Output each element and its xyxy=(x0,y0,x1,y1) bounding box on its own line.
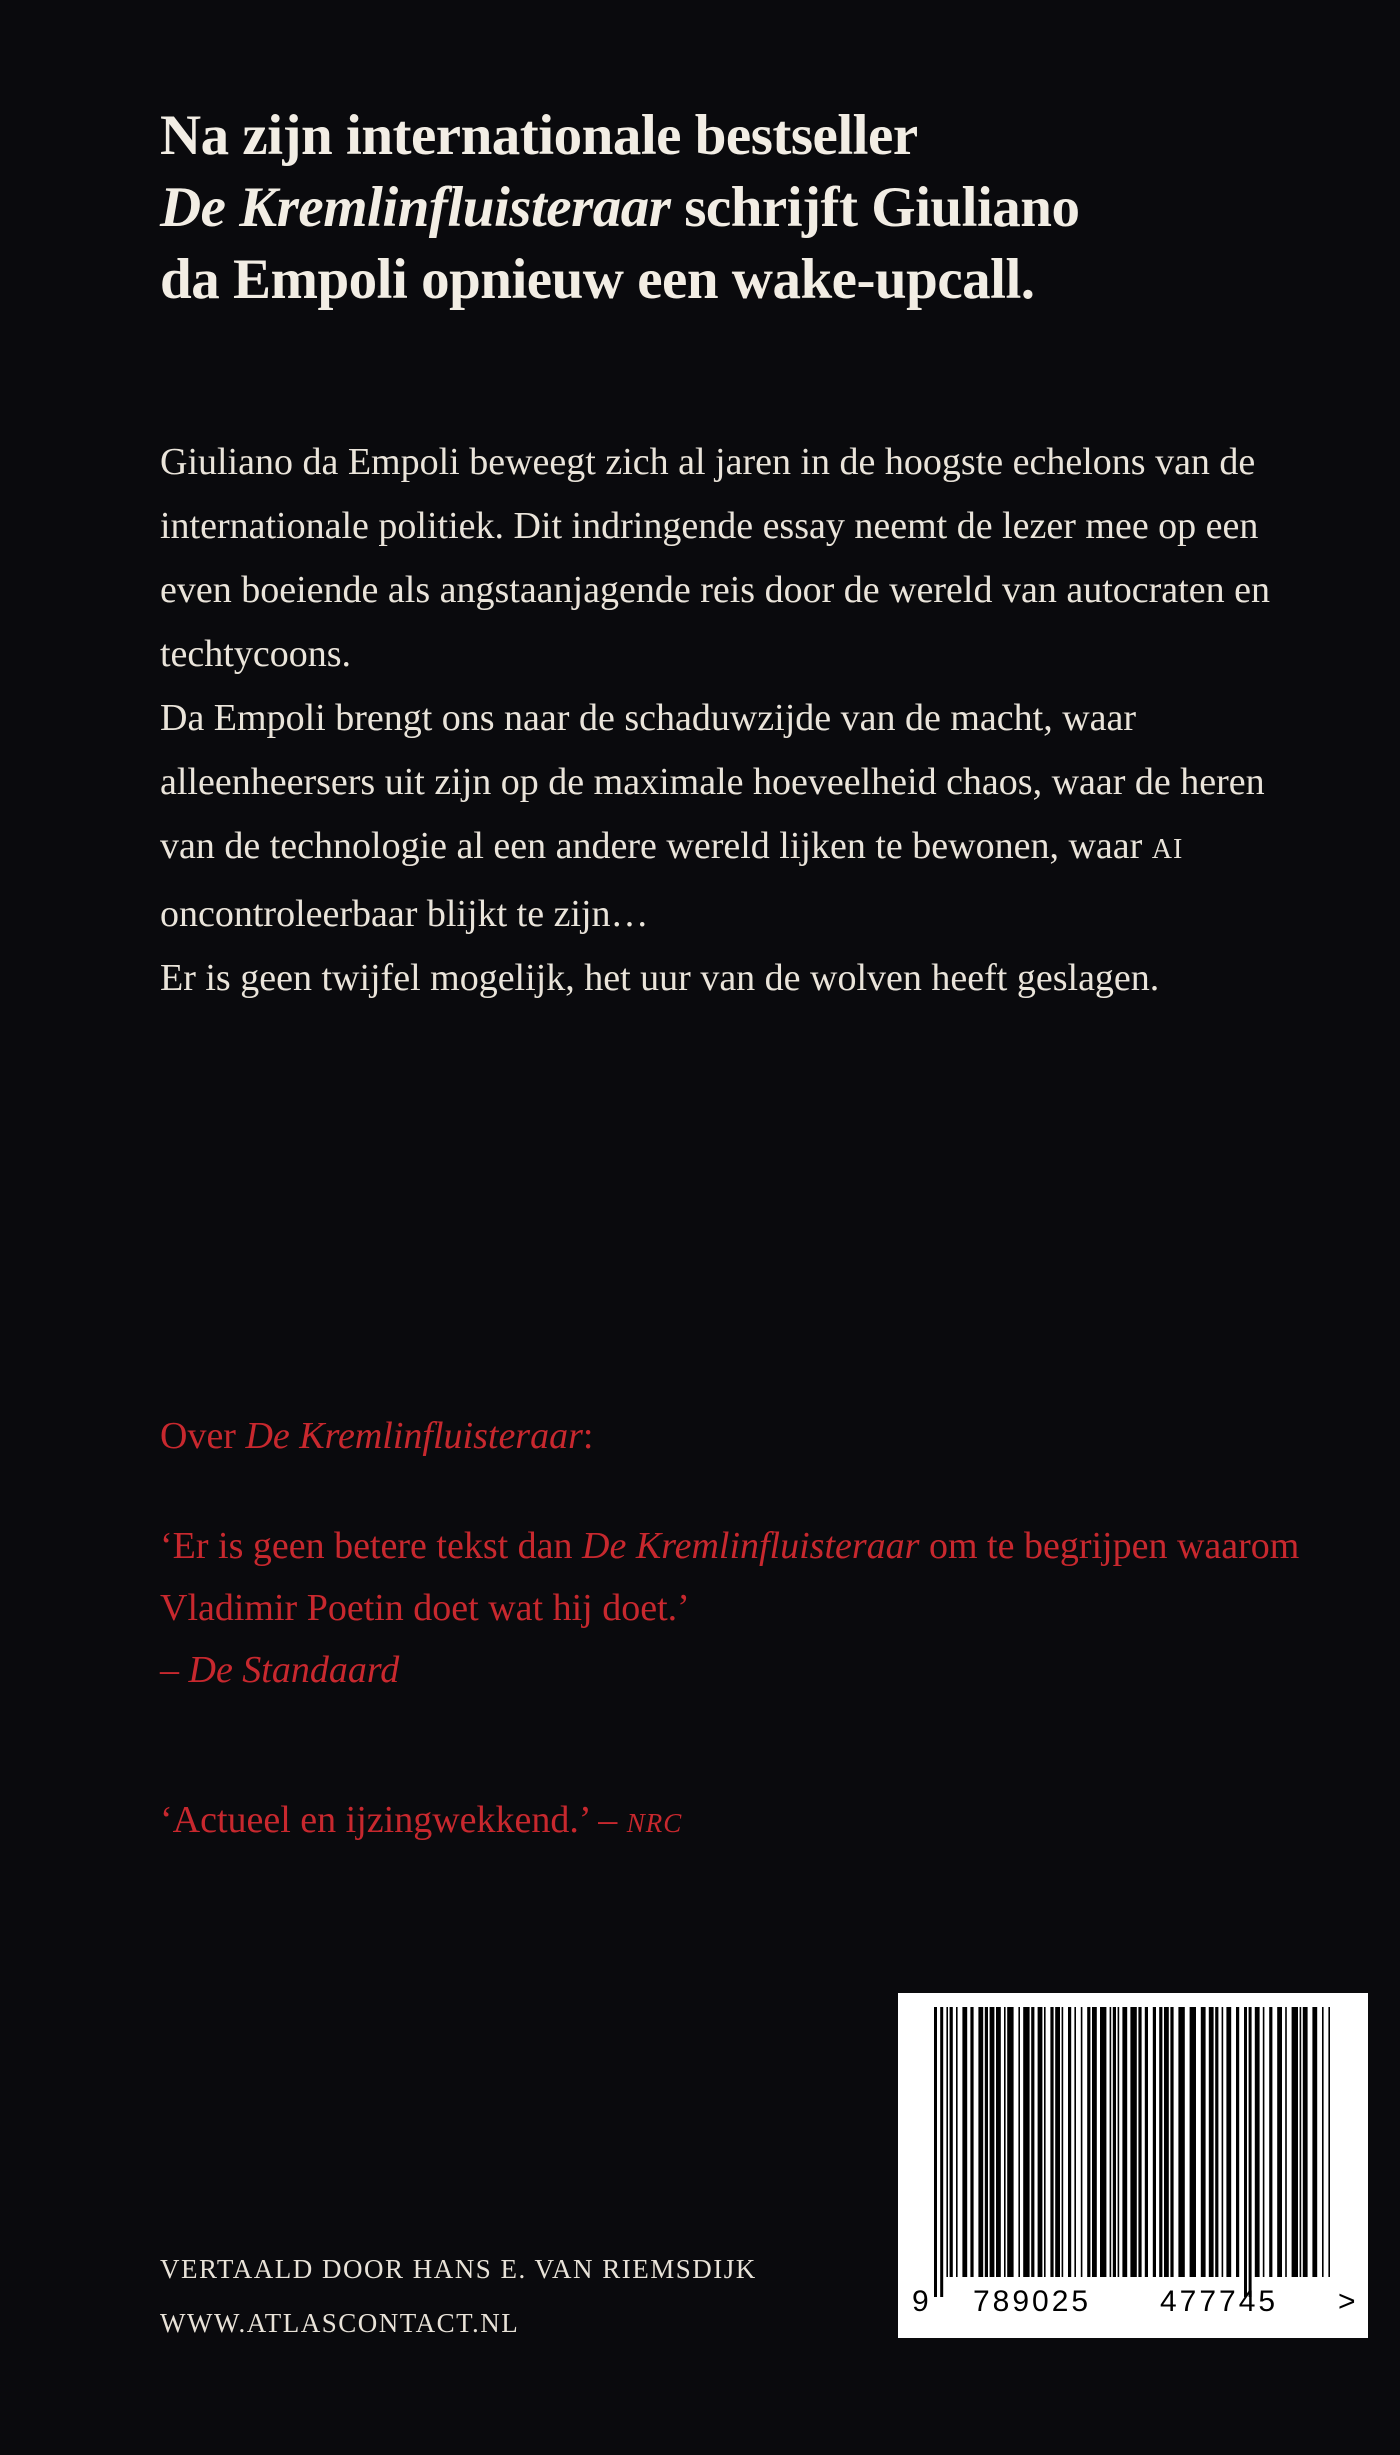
barcode-bar xyxy=(1215,2007,1218,2277)
barcode-bar xyxy=(1300,2007,1302,2277)
headline-line-2-rest: schrijft Giuliano xyxy=(670,176,1080,239)
barcode-bar xyxy=(1328,2007,1330,2277)
isbn-group-1: 789025 xyxy=(973,2285,1092,2318)
blurb xyxy=(160,430,1300,1010)
review-quote-b: om te begrijpen waarom Vladimir Poetin doet wat hij doet.’ xyxy=(160,1525,1300,1629)
barcode-bar xyxy=(1050,2007,1053,2277)
barcode-bar xyxy=(1007,2007,1013,2277)
isbn-barcode xyxy=(898,1993,1368,2338)
review-quote-nrc-text: ‘Actueel en ijzingwekkend.’ – xyxy=(160,1799,627,1841)
barcode-bar xyxy=(1122,2007,1127,2277)
headline-book-title: De Kremlinfluisteraar xyxy=(160,176,671,239)
headline-line-1: Na zijn internationale bestseller xyxy=(160,104,918,167)
review-quote-text xyxy=(160,1515,1340,1639)
barcode-bar xyxy=(1222,2007,1224,2277)
barcode-bar xyxy=(1303,2007,1308,2277)
barcode-bar xyxy=(1004,2007,1006,2277)
blurb-paragraph-2-a: Da Empoli brengt ons naar de schaduwzijde van de macht, waar alleenheersers uit zijn op de maximale hoeveelheid chaos, waar de heren van de technologie al een andere wereld lijken te bewonen, waar xyxy=(160,697,1265,867)
barcode-bar xyxy=(1255,2007,1260,2277)
barcode-bar xyxy=(1130,2007,1136,2277)
barcode-bar xyxy=(1159,2007,1162,2277)
barcode-bar xyxy=(1285,2007,1287,2277)
review-quote-nrc-source: NRC xyxy=(626,1808,683,1838)
barcode-bar xyxy=(1044,2007,1046,2277)
barcode-bar xyxy=(1249,2007,1252,2297)
headline-line-3: da Empoli opnieuw een wake-upcall. xyxy=(160,248,1035,311)
barcode-bar xyxy=(1138,2007,1141,2277)
barcode-bar xyxy=(978,2007,983,2277)
review-heading-suffix: : xyxy=(582,1415,594,1457)
barcode-bar xyxy=(1277,2007,1282,2277)
blurb-paragraph-2-b: oncontroleerbaar blijkt te zijn… xyxy=(160,893,649,935)
review-quote-title: De Kremlinfluisteraar xyxy=(582,1525,920,1567)
barcode-bars xyxy=(898,1993,1368,2338)
barcode-bar xyxy=(1068,2007,1071,2277)
review-quote-source: – De Standaard xyxy=(160,1649,400,1691)
barcode-bar xyxy=(1201,2007,1206,2277)
barcode-bar xyxy=(962,2007,967,2277)
review-quote-a: ‘Er is geen betere tekst dan xyxy=(160,1525,583,1567)
isbn-quiet-mark: > xyxy=(1338,2285,1359,2318)
blurb-paragraph-1: Giuliano da Empoli beweegt zich al jaren in de hoogste echelons van de internationale politiek. Dit indringende essay neemt de lezer mee op een even boeiende als angstaanjagende reis door de wereld van autocraten en techtycoons. xyxy=(160,441,1270,675)
barcode-bar xyxy=(1178,2007,1184,2277)
barcode-bar xyxy=(1055,2007,1060,2277)
barcode-bar xyxy=(1023,2007,1029,2277)
barcode-bar xyxy=(1292,2007,1298,2277)
barcode-bar xyxy=(1226,2007,1231,2277)
barcode-bar xyxy=(1190,2007,1196,2277)
review-heading-title: De Kremlinfluisteraar xyxy=(245,1415,583,1457)
barcode-bar xyxy=(990,2007,995,2277)
headline-line-2 xyxy=(160,172,1310,244)
isbn-lead-digit: 9 xyxy=(912,2285,932,2318)
barcode-bar xyxy=(1153,2007,1156,2277)
barcode-bar xyxy=(1269,2007,1272,2277)
barcode-bar xyxy=(950,2007,953,2277)
barcode-bar xyxy=(1164,2007,1169,2277)
review-heading xyxy=(160,1408,593,1464)
barcode-bar xyxy=(946,2007,948,2277)
barcode-bar xyxy=(1110,2007,1112,2277)
barcode-bar xyxy=(1170,2007,1173,2277)
barcode-bar xyxy=(1018,2007,1020,2277)
barcode-bar xyxy=(940,2007,943,2297)
barcode-bar xyxy=(970,2007,973,2277)
blurb-ai-smallcaps: AI xyxy=(1151,834,1184,865)
barcode-bar xyxy=(934,2007,937,2297)
barcode-bar xyxy=(1031,2007,1034,2277)
review-heading-prefix: Over xyxy=(160,1415,246,1457)
barcode-bar xyxy=(1145,2007,1148,2277)
translator-credit: VERTAALD DOOR HANS E. VAN RIEMSDIJK xyxy=(160,2254,757,2284)
barcode-bar xyxy=(1092,2007,1097,2277)
barcode-bar xyxy=(985,2007,988,2277)
barcode-bar xyxy=(1312,2007,1317,2277)
barcode-bar xyxy=(1081,2007,1083,2277)
barcode-bar xyxy=(1087,2007,1090,2277)
barcode-bar xyxy=(1118,2007,1120,2277)
barcode-bar xyxy=(1322,2007,1324,2277)
barcode-bar xyxy=(1244,2007,1247,2297)
barcode-bar xyxy=(1100,2007,1106,2277)
barcode-bar xyxy=(1209,2007,1214,2277)
blurb-paragraph-3: Er is geen twijfel mogelijk, het uur van de wolven heeft geslagen. xyxy=(160,957,1160,999)
barcode-bar xyxy=(1236,2007,1239,2277)
barcode-bar xyxy=(1263,2007,1265,2277)
review-quote-nrc xyxy=(160,1792,682,1851)
publisher-website: WWW.ATLASCONTACT.NL xyxy=(160,2308,520,2338)
barcode-bar xyxy=(1113,2007,1116,2277)
review-quote-standaard xyxy=(160,1515,1340,1701)
blurb-paragraph-2 xyxy=(160,686,1300,946)
barcode-bar xyxy=(1074,2007,1076,2277)
barcode-bar xyxy=(956,2007,958,2277)
isbn-group-2: 477745 xyxy=(1160,2285,1279,2318)
barcode-bar xyxy=(1062,2007,1064,2277)
barcode-bar xyxy=(1038,2007,1043,2277)
headline xyxy=(160,100,1310,316)
credits xyxy=(160,2242,757,2350)
barcode-bar xyxy=(996,2007,1001,2277)
